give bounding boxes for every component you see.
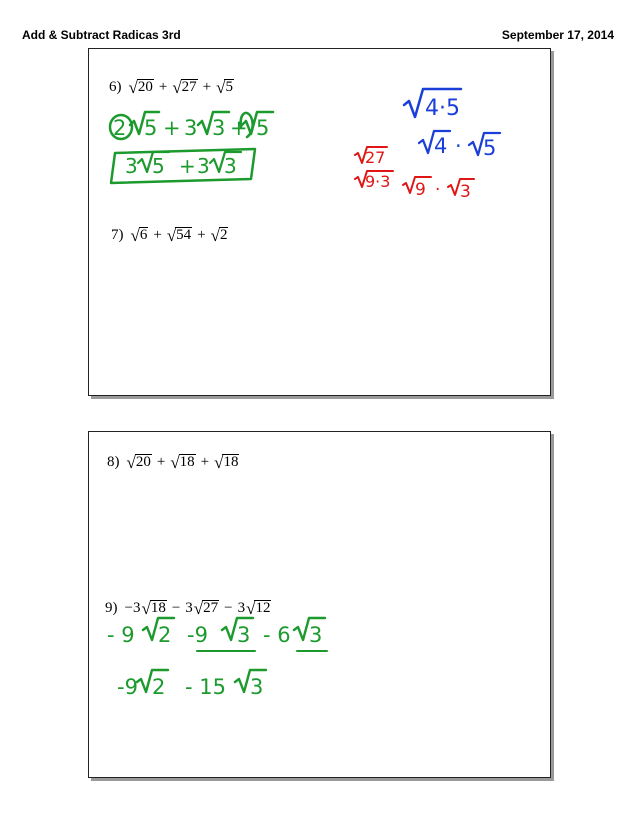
handwritten-work (89, 432, 550, 777)
radicand: 3 (309, 623, 323, 647)
blue-work (404, 89, 500, 160)
document-date: September 17, 2014 (501, 28, 614, 42)
radicand: 3 (212, 116, 226, 140)
radical: √ 54 (166, 226, 192, 245)
coef: 3 (197, 154, 210, 178)
green-work-line-2 (111, 149, 255, 183)
radicand: 5 (144, 116, 158, 140)
problem-7: 7) √ 6 + √ 54 + √ 2 (111, 226, 228, 245)
coef: 3 (184, 116, 198, 140)
coef: 2 (113, 116, 127, 140)
radicand: 3 (224, 154, 237, 178)
green-work-line-1 (110, 112, 273, 140)
radical: √ 27 (172, 78, 197, 97)
problem-number: 6) (109, 79, 122, 95)
coef: 3 (125, 154, 138, 178)
plus: + (230, 116, 248, 140)
slide-2 (88, 431, 551, 778)
radical: √ 2 (210, 226, 228, 245)
radicand: 5 (256, 116, 270, 140)
coef: - 6 (263, 623, 291, 647)
dot: · (455, 134, 462, 158)
problem-8: 8) √ 20 + √ 18 + √ 18 (107, 453, 239, 472)
green-work-line-2 (117, 670, 266, 699)
radical: √ 6 (130, 226, 148, 245)
radical: √ 5 (216, 78, 233, 97)
radical: √ 12 (246, 599, 271, 618)
radicand: 5 (483, 136, 497, 160)
radical: √ 27 (193, 599, 219, 618)
coef: -9 (117, 675, 138, 699)
plus: + (179, 154, 196, 178)
radicand: 3 (237, 623, 251, 647)
radical: √ 20 (126, 453, 151, 472)
radicand: 4·5 (425, 96, 460, 121)
coef: - 15 (185, 675, 226, 699)
radicand: 3 (460, 182, 471, 202)
radicand: 27 (365, 148, 386, 167)
handwritten-work (89, 49, 550, 395)
radical: √ 20 (128, 78, 153, 97)
radicand: 5 (152, 154, 165, 178)
radicand: 3 (250, 675, 264, 699)
problem-6: 6) √ 20 + √ 27 + √ 5 (109, 78, 233, 97)
radicand: 9 (415, 180, 426, 200)
problem-number: 9) (105, 600, 118, 616)
plus: + (163, 116, 181, 140)
coef: - 9 (107, 623, 135, 647)
problem-number: 7) (111, 227, 124, 243)
dot: · (435, 180, 441, 200)
problem-number: 8) (107, 454, 120, 470)
coef: -9 (187, 623, 208, 647)
slide-1 (88, 48, 551, 396)
document-title: Add & Subtract Radicas 3rd (22, 28, 181, 42)
radical: √ 18 (141, 599, 166, 618)
radical: √ 18 (170, 453, 195, 472)
problem-9: 9) −3 √ 18 − 3 √ 27 − 3 √ 12 (105, 599, 271, 618)
radical: √ 18 (214, 453, 239, 472)
green-work-line-1 (107, 618, 327, 651)
radicand: 2 (152, 675, 166, 699)
radicand: 9·3 (365, 172, 391, 191)
radicand: 4 (434, 134, 448, 158)
radicand: 2 (158, 623, 172, 647)
